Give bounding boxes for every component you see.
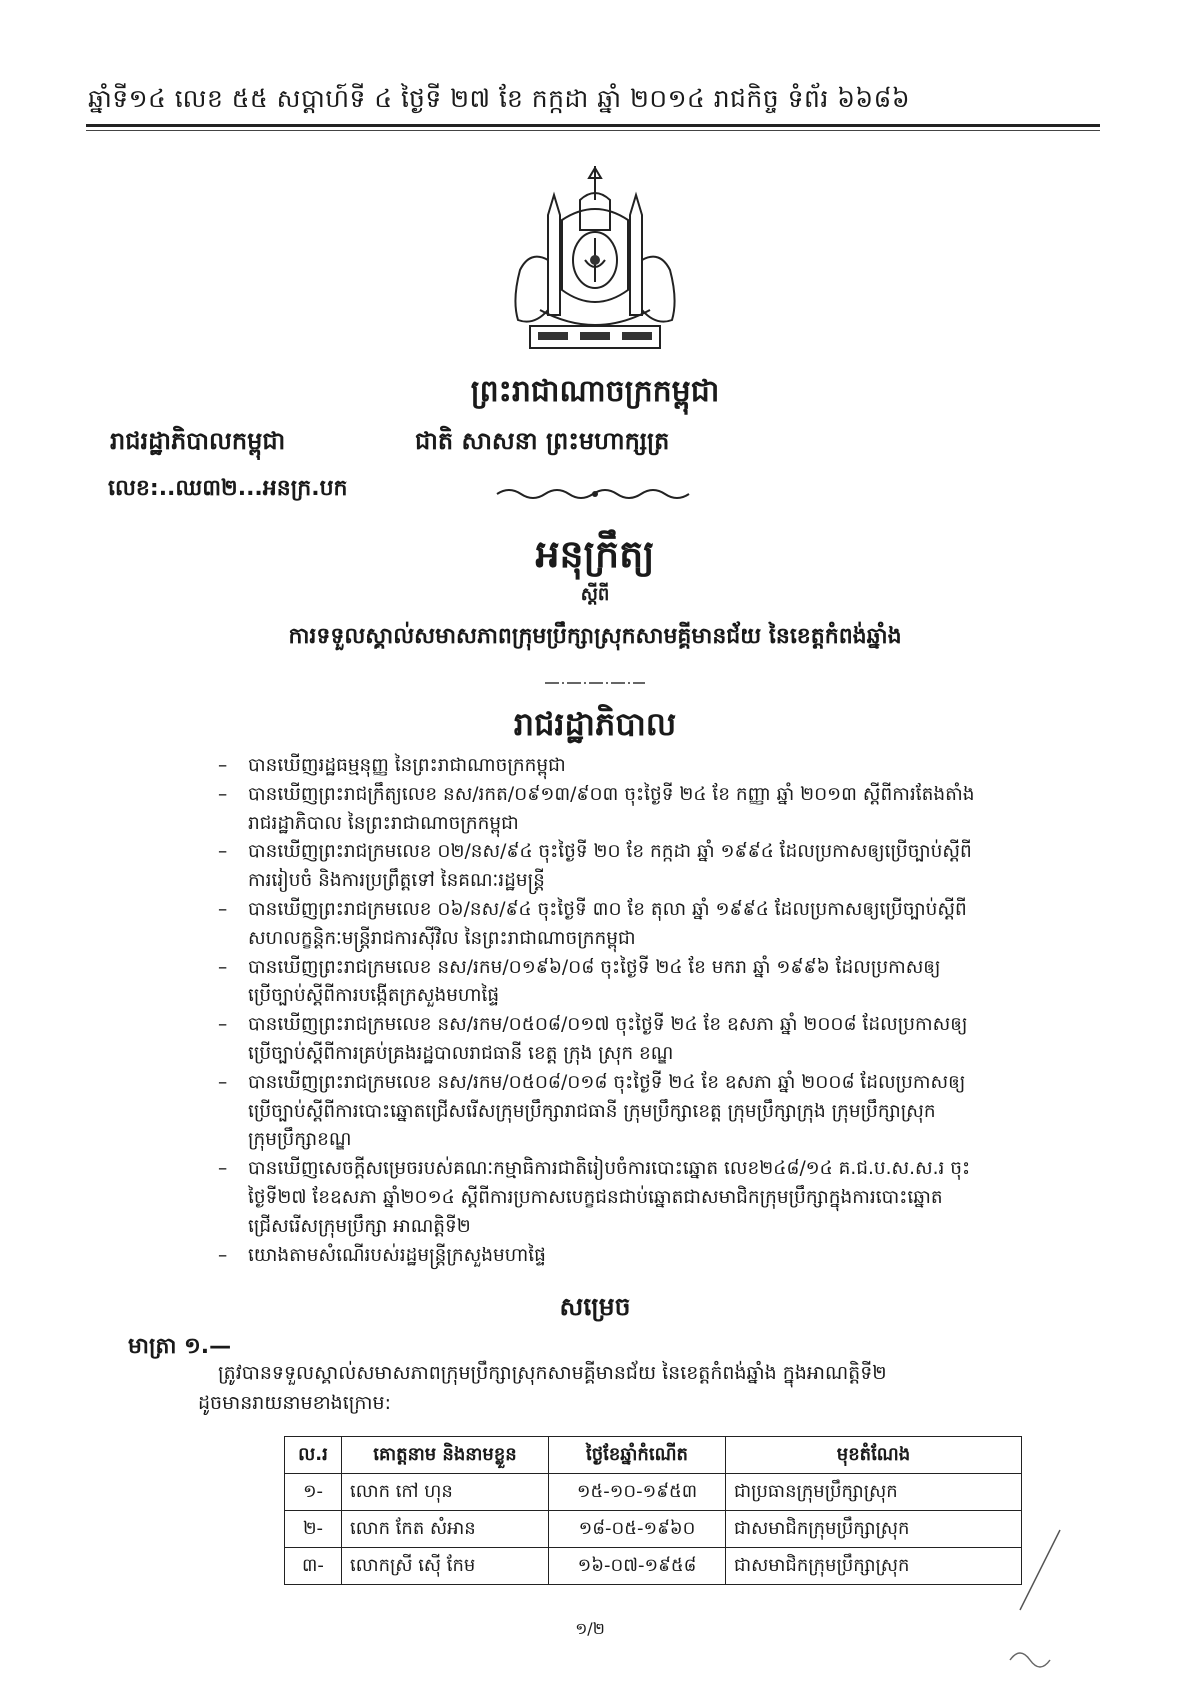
row-number: ១- bbox=[285, 1474, 342, 1511]
decorative-ornament-icon bbox=[495, 486, 695, 502]
table-header-row bbox=[285, 1437, 1022, 1474]
document-type-title: អនុក្រឹត្យ bbox=[535, 532, 655, 576]
birth-date: ១៥-១០-១៩៥៣ bbox=[549, 1474, 726, 1511]
decision-heading: សម្រេច bbox=[559, 1292, 631, 1321]
member-position: ជាប្រធានក្រុមប្រឹក្សាស្រុក bbox=[726, 1474, 1022, 1511]
row-number: ៣- bbox=[285, 1548, 342, 1585]
member-name: លោក កៅ ហុន bbox=[342, 1474, 549, 1511]
header-rule-thin bbox=[86, 130, 1100, 131]
government-heading: រាជរដ្ឋាភិបាល bbox=[513, 705, 677, 743]
table-row bbox=[285, 1548, 1022, 1585]
issuer-name: រាជរដ្ឋាភិបាលកម្ពុជា bbox=[110, 427, 286, 455]
row-number: ២- bbox=[285, 1511, 342, 1548]
member-name: លោក កែត សំអាន bbox=[342, 1511, 549, 1548]
column-header: ថ្ងៃខែឆ្នាំកំណើត bbox=[549, 1437, 726, 1474]
kingdom-title: ព្រះរាជាណាចក្រកម្ពុជា bbox=[470, 374, 720, 409]
gazette-header: ឆ្នាំទី១៤ លេខ ៥៥ សប្ដាហ៍ទី ៤ ថ្ងៃទី ២៧ ខែ កក្កដា ឆ្នាំ ២០១៤ រាជកិច្ច ទំព័រ ៦៦៨៦ bbox=[88, 84, 911, 113]
column-header: គោត្តនាម និងនាមខ្លួន bbox=[342, 1437, 549, 1474]
separator-line bbox=[545, 682, 645, 684]
table-row bbox=[285, 1511, 1022, 1548]
column-header: មុខតំណែង bbox=[726, 1437, 1022, 1474]
royal-coat-of-arms-icon bbox=[500, 160, 690, 360]
article-1-body: ត្រូវបានទទួលស្គាល់សមាសភាពក្រុមប្រឹក្សាស្រុកសាមគ្គីមានជ័យ នៃខេត្តកំពង់ឆ្នាំង ក្នុងអាណត្តិទី២ ដូចមានរាយនាមខាងក្រោម: bbox=[198, 1362, 887, 1414]
document-number: លេខ:..ឈ៣២...អនក្រ.បក bbox=[108, 476, 348, 501]
birth-date: ១៨-០៥-១៩៦០ bbox=[549, 1511, 726, 1548]
about-label: ស្ដីពី bbox=[580, 584, 610, 605]
article-1-title: មាត្រា ១.— bbox=[128, 1334, 232, 1359]
recital-item: – បានឃើញព្រះរាជក្រមលេខ ០២/នស/៩៤ ចុះថ្ងៃទី ២០ ខែ កក្កដា ឆ្នាំ ១៩៩៤ ដែលប្រកាសឲ្យប្រើច្បាប់ស្ដីពី ការរៀបចំ និងការប្រព្រឹត្តទៅ នៃគណៈរដ្ឋមន្ត្រី bbox=[218, 841, 972, 892]
column-header: ល.រ bbox=[285, 1437, 342, 1474]
recital-item: – បានឃើញព្រះរាជក្រមលេខ ០៦/នស/៩៤ ចុះថ្ងៃទី ៣០ ខែ តុលា ឆ្នាំ ១៩៩៤ ដែលប្រកាសឲ្យប្រើច្បាប់ស្ដីពី សហលក្ខន្តិកៈមន្ត្រីរាជការស៊ីវិល នៃព្រះរាជាណាចក្រកម្ពុជា bbox=[218, 898, 967, 949]
recitals-list bbox=[218, 752, 1048, 1270]
recital-item: – បានឃើញសេចក្ដីសម្រេចរបស់គណៈកម្មាធិការជាតិរៀបចំការបោះឆ្នោត លេខ២៤៨/១៤ គ.ជ.ប.ស.ស.រ ចុះ ថ្ងៃទី២៧ ខែឧសភា ឆ្នាំ២០១៤ ស្ដីពីការប្រកាសបេក្ខជនជាប់ឆ្នោតជាសមាជិកក្រុមប្រឹក្សាក្នុងការបោះឆ្នោត ជ្រើសរើសក្រុមប្រឹក្សា អាណត្តិទី២ bbox=[218, 1158, 971, 1237]
member-position: ជាសមាជិកក្រុមប្រឹក្សាស្រុក bbox=[726, 1548, 1022, 1585]
recital-item: – យោងតាមសំណើរបស់រដ្ឋមន្ត្រីក្រសួងមហាផ្ទៃ bbox=[218, 1244, 546, 1266]
recital-item: – បានឃើញរដ្ឋធម្មនុញ្ញ នៃព្រះរាជាណាចក្រកម្ពុជា bbox=[218, 755, 566, 776]
members-table bbox=[284, 1436, 1022, 1585]
member-name: លោកស្រី ស៊ើ កែម bbox=[342, 1548, 549, 1585]
header-rule-thick bbox=[86, 124, 1100, 127]
national-motto: ជាតិ សាសនា ព្រះមហាក្សត្រ bbox=[415, 427, 670, 455]
page-number: ១/២ bbox=[575, 1619, 605, 1638]
document-subject: ការទទួលស្គាល់សមាសភាពក្រុមប្រឹក្សាស្រុកសាមគ្គីមានជ័យ នៃខេត្តកំពង់ឆ្នាំង bbox=[288, 624, 902, 649]
table-row bbox=[285, 1474, 1022, 1511]
recital-item: – បានឃើញព្រះរាជក្រមលេខ នស/រកម/០១៩៦/០៨ ចុះថ្ងៃទី ២៤ ខែ មករា ឆ្នាំ ១៩៩៦ ដែលប្រកាសឲ្យ ប្រើច្បាប់ស្ដីពីការបង្កើតក្រសួងមហាផ្ទៃ bbox=[218, 956, 941, 1007]
recital-item: – បានឃើញព្រះរាជក្រមលេខ នស/រកម/០៥០៨/០១៨ ចុះថ្ងៃទី ២៤ ខែ ឧសភា ឆ្នាំ ២០០៨ ដែលប្រកាសឲ្យ ប្រើច្បាប់ស្ដីពីការបោះឆ្នោតជ្រើសរើសក្រុមប្រឹក្សារាជធានី ក្រុមប្រឹក្សាខេត្ត ក្រុមប្រឹក្សាក្រុង ក្រុមប្រឹក្សាស្រុក ក្រុមប្រឹក្សាខណ្ឌ bbox=[218, 1071, 966, 1151]
member-position: ជាសមាជិកក្រុមប្រឹក្សាស្រុក bbox=[726, 1511, 1022, 1548]
birth-date: ១៦-០៧-១៩៥៨ bbox=[549, 1548, 726, 1585]
pen-mark-icon bbox=[1000, 1520, 1080, 1680]
recital-item: – បានឃើញព្រះរាជក្រមលេខ នស/រកម/០៥០៨/០១៧ ចុះថ្ងៃទី ២៤ ខែ ឧសភា ឆ្នាំ ២០០៨ ដែលប្រកាសឲ្យ ប្រើច្បាប់ស្ដីពីការគ្រប់គ្រងរដ្ឋបាលរាជធានី ខេត្ត ក្រុង ស្រុក ខណ្ឌ bbox=[218, 1014, 968, 1064]
recital-item: – បានឃើញព្រះរាជក្រឹត្យលេខ នស/រកត/០៩១៣/៩០៣ ចុះថ្ងៃទី ២៤ ខែ កញ្ញា ឆ្នាំ ២០១៣ ស្ដីពីការតែងតាំង រាជរដ្ឋាភិបាល នៃព្រះរាជាណាចក្រកម្ពុជា bbox=[218, 783, 975, 834]
